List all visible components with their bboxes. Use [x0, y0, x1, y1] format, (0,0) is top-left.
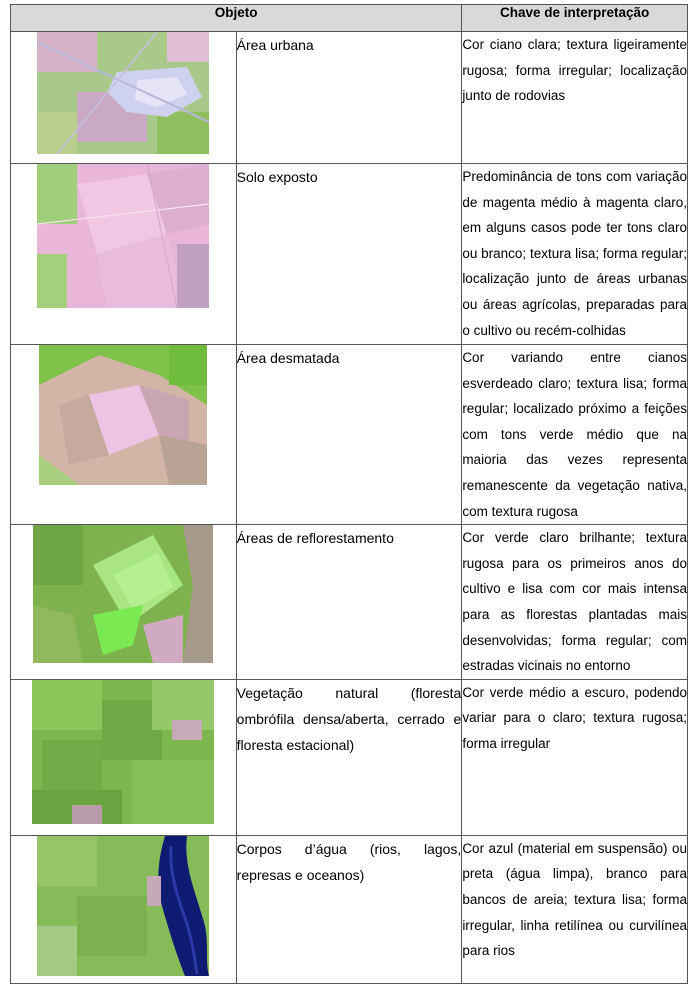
table-row	[11, 345, 688, 525]
table-row	[11, 679, 688, 835]
object-label: Corpos d’água (rios, lagos, represas e oceanos)	[236, 835, 462, 983]
object-label: Solo exposto	[236, 164, 462, 345]
thumbnail-cell	[11, 525, 237, 680]
table-header-row	[11, 5, 688, 32]
water-bodies-image	[37, 836, 209, 976]
interpretation-key-table	[10, 4, 688, 984]
object-label: Vegetação natural (floresta ombrófila densa/aberta, cerrado e floresta estacional)	[236, 679, 462, 835]
thumbnail-cell	[11, 345, 237, 525]
table-row	[11, 835, 688, 983]
header-object: Objeto	[11, 5, 462, 32]
thumbnail-cell	[11, 32, 237, 164]
interpretation-text: Predominância de tons com variação de magenta médio à magenta claro, em alguns casos pode ter tons claro ou branco; textura lisa; forma regular; localização junto de áreas urbanas ou áreas agrícolas, preparadas para o cultivo ou recém-colhidas	[462, 164, 688, 345]
reforestation-area-image	[33, 525, 213, 663]
table-row	[11, 525, 688, 680]
interpretation-text: Cor azul (material em suspensão) ou preta (água limpa), branco para bancos de areia; textura lisa; forma irregular, linha retilínea ou curvilínea para rios	[462, 835, 688, 983]
natural-vegetation-image	[32, 680, 214, 824]
thumbnail-cell	[11, 679, 237, 835]
object-label: Áreas de reflorestamento	[236, 525, 462, 680]
thumbnail-cell	[11, 164, 237, 345]
table-row	[11, 32, 688, 164]
object-label: Área urbana	[236, 32, 462, 164]
interpretation-text: Cor verde claro brilhante; textura rugosa para os primeiros anos do cultivo e lisa com cor mais intensa para as florestas plantadas mais desenvolvidas; forma regular; com estradas vicinais no entorno	[462, 525, 688, 680]
deforested-area-image	[39, 345, 207, 485]
interpretation-text: Cor ciano clara; textura ligeiramente rugosa; forma irregular; localização junto de rodovias	[462, 32, 688, 164]
thumbnail-cell	[11, 835, 237, 983]
interpretation-text: Cor variando entre cianos esverdeado claro; textura lisa; forma regular; localizado próximo a feições com tons verde médio que na maioria das vezes representa remanescente da vegetação nativa, com textura rugosa	[462, 345, 688, 525]
header-interpretation-key: Chave de interpretação	[462, 5, 688, 32]
interpretation-text: Cor verde médio a escuro, podendo variar para o claro; textura rugosa; forma irregular	[462, 679, 688, 835]
bare-soil-image	[37, 164, 209, 308]
table-row	[11, 164, 688, 345]
object-label: Área desmatada	[236, 345, 462, 525]
urban-area-image	[37, 32, 209, 154]
